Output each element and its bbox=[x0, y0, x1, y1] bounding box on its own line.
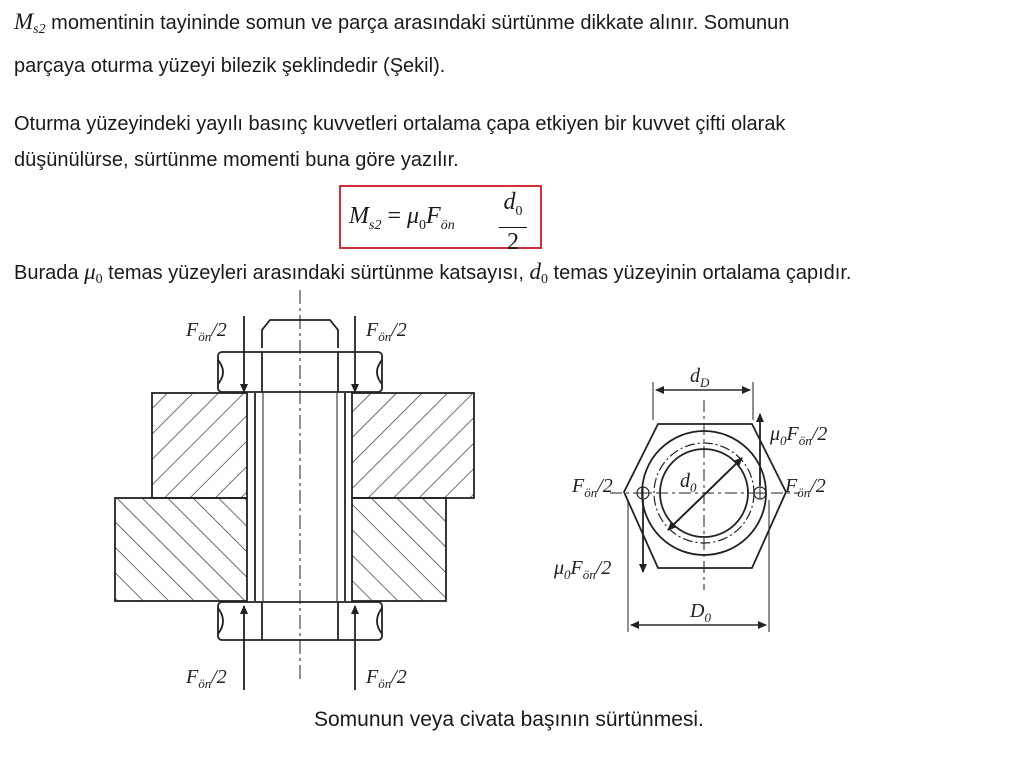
force-label-bottom-left: $F_{ön}/2$ bbox=[186, 666, 227, 691]
friction-moment-formula bbox=[339, 185, 542, 255]
formula-fraction: $d_0$ 2 bbox=[499, 189, 527, 256]
bolt-friction-figure bbox=[0, 280, 1024, 705]
pressure-paragraph bbox=[14, 106, 1014, 178]
moment-symbol: $M_{s2}$ bbox=[14, 9, 46, 37]
intro-line-2: parçaya oturma yüzeyi bilezik şeklindedir (Şekil). bbox=[14, 55, 446, 77]
force-label-top-right: $F_{ön}/2$ bbox=[366, 319, 407, 344]
pressure-line-2: düşünülürse, sürtünme momenti buna göre yazılır. bbox=[14, 149, 459, 171]
hex-nut-top-view bbox=[610, 382, 800, 632]
upper-plate-right bbox=[352, 393, 474, 498]
bolt-assembly-section bbox=[115, 290, 474, 690]
definition-paragraph: Burada $\mu_0$ temas yüzeyleri arasındaki sürtünme katsayısı, $d_0$ temas yüzeyinin ortalama çapıdır. bbox=[14, 259, 852, 287]
dD-label: $d_D$ bbox=[690, 365, 710, 390]
figure-caption: Somunun veya civata başının sürtünmesi. bbox=[314, 708, 704, 731]
lower-plate-right bbox=[352, 498, 446, 601]
force-label-bottom-right: $F_{ön}/2$ bbox=[366, 666, 407, 691]
pressure-line-1: Oturma yüzeyindeki yayılı basınç kuvvetleri ortalama çapa etkiyen bir kuvvet çifti olarak bbox=[14, 113, 786, 135]
intro-line-1: momentinin tayininde somun ve parça arasındaki sürtünme dikkate alınır. Somunun bbox=[45, 12, 790, 34]
intro-paragraph bbox=[14, 4, 1014, 84]
d0-label: $d_0$ bbox=[680, 470, 697, 495]
force-label-top-left: $F_{ön}/2$ bbox=[186, 319, 227, 344]
friction-label-up: $\mu_0F_{ön}/2$ bbox=[770, 423, 828, 448]
upper-plate-left bbox=[152, 393, 247, 498]
D0-label: $D_0$ bbox=[690, 600, 711, 625]
force-label-left: $F_{ön}/2$ bbox=[572, 475, 613, 500]
force-label-right: $F_{ön}/2$ bbox=[785, 475, 826, 500]
formula-expression: $M_{s2} = \mu_0F_{ön}$ bbox=[349, 203, 455, 233]
friction-label-down: $\mu_0F_{ön}/2$ bbox=[554, 557, 612, 582]
lower-plate-left bbox=[115, 498, 247, 601]
